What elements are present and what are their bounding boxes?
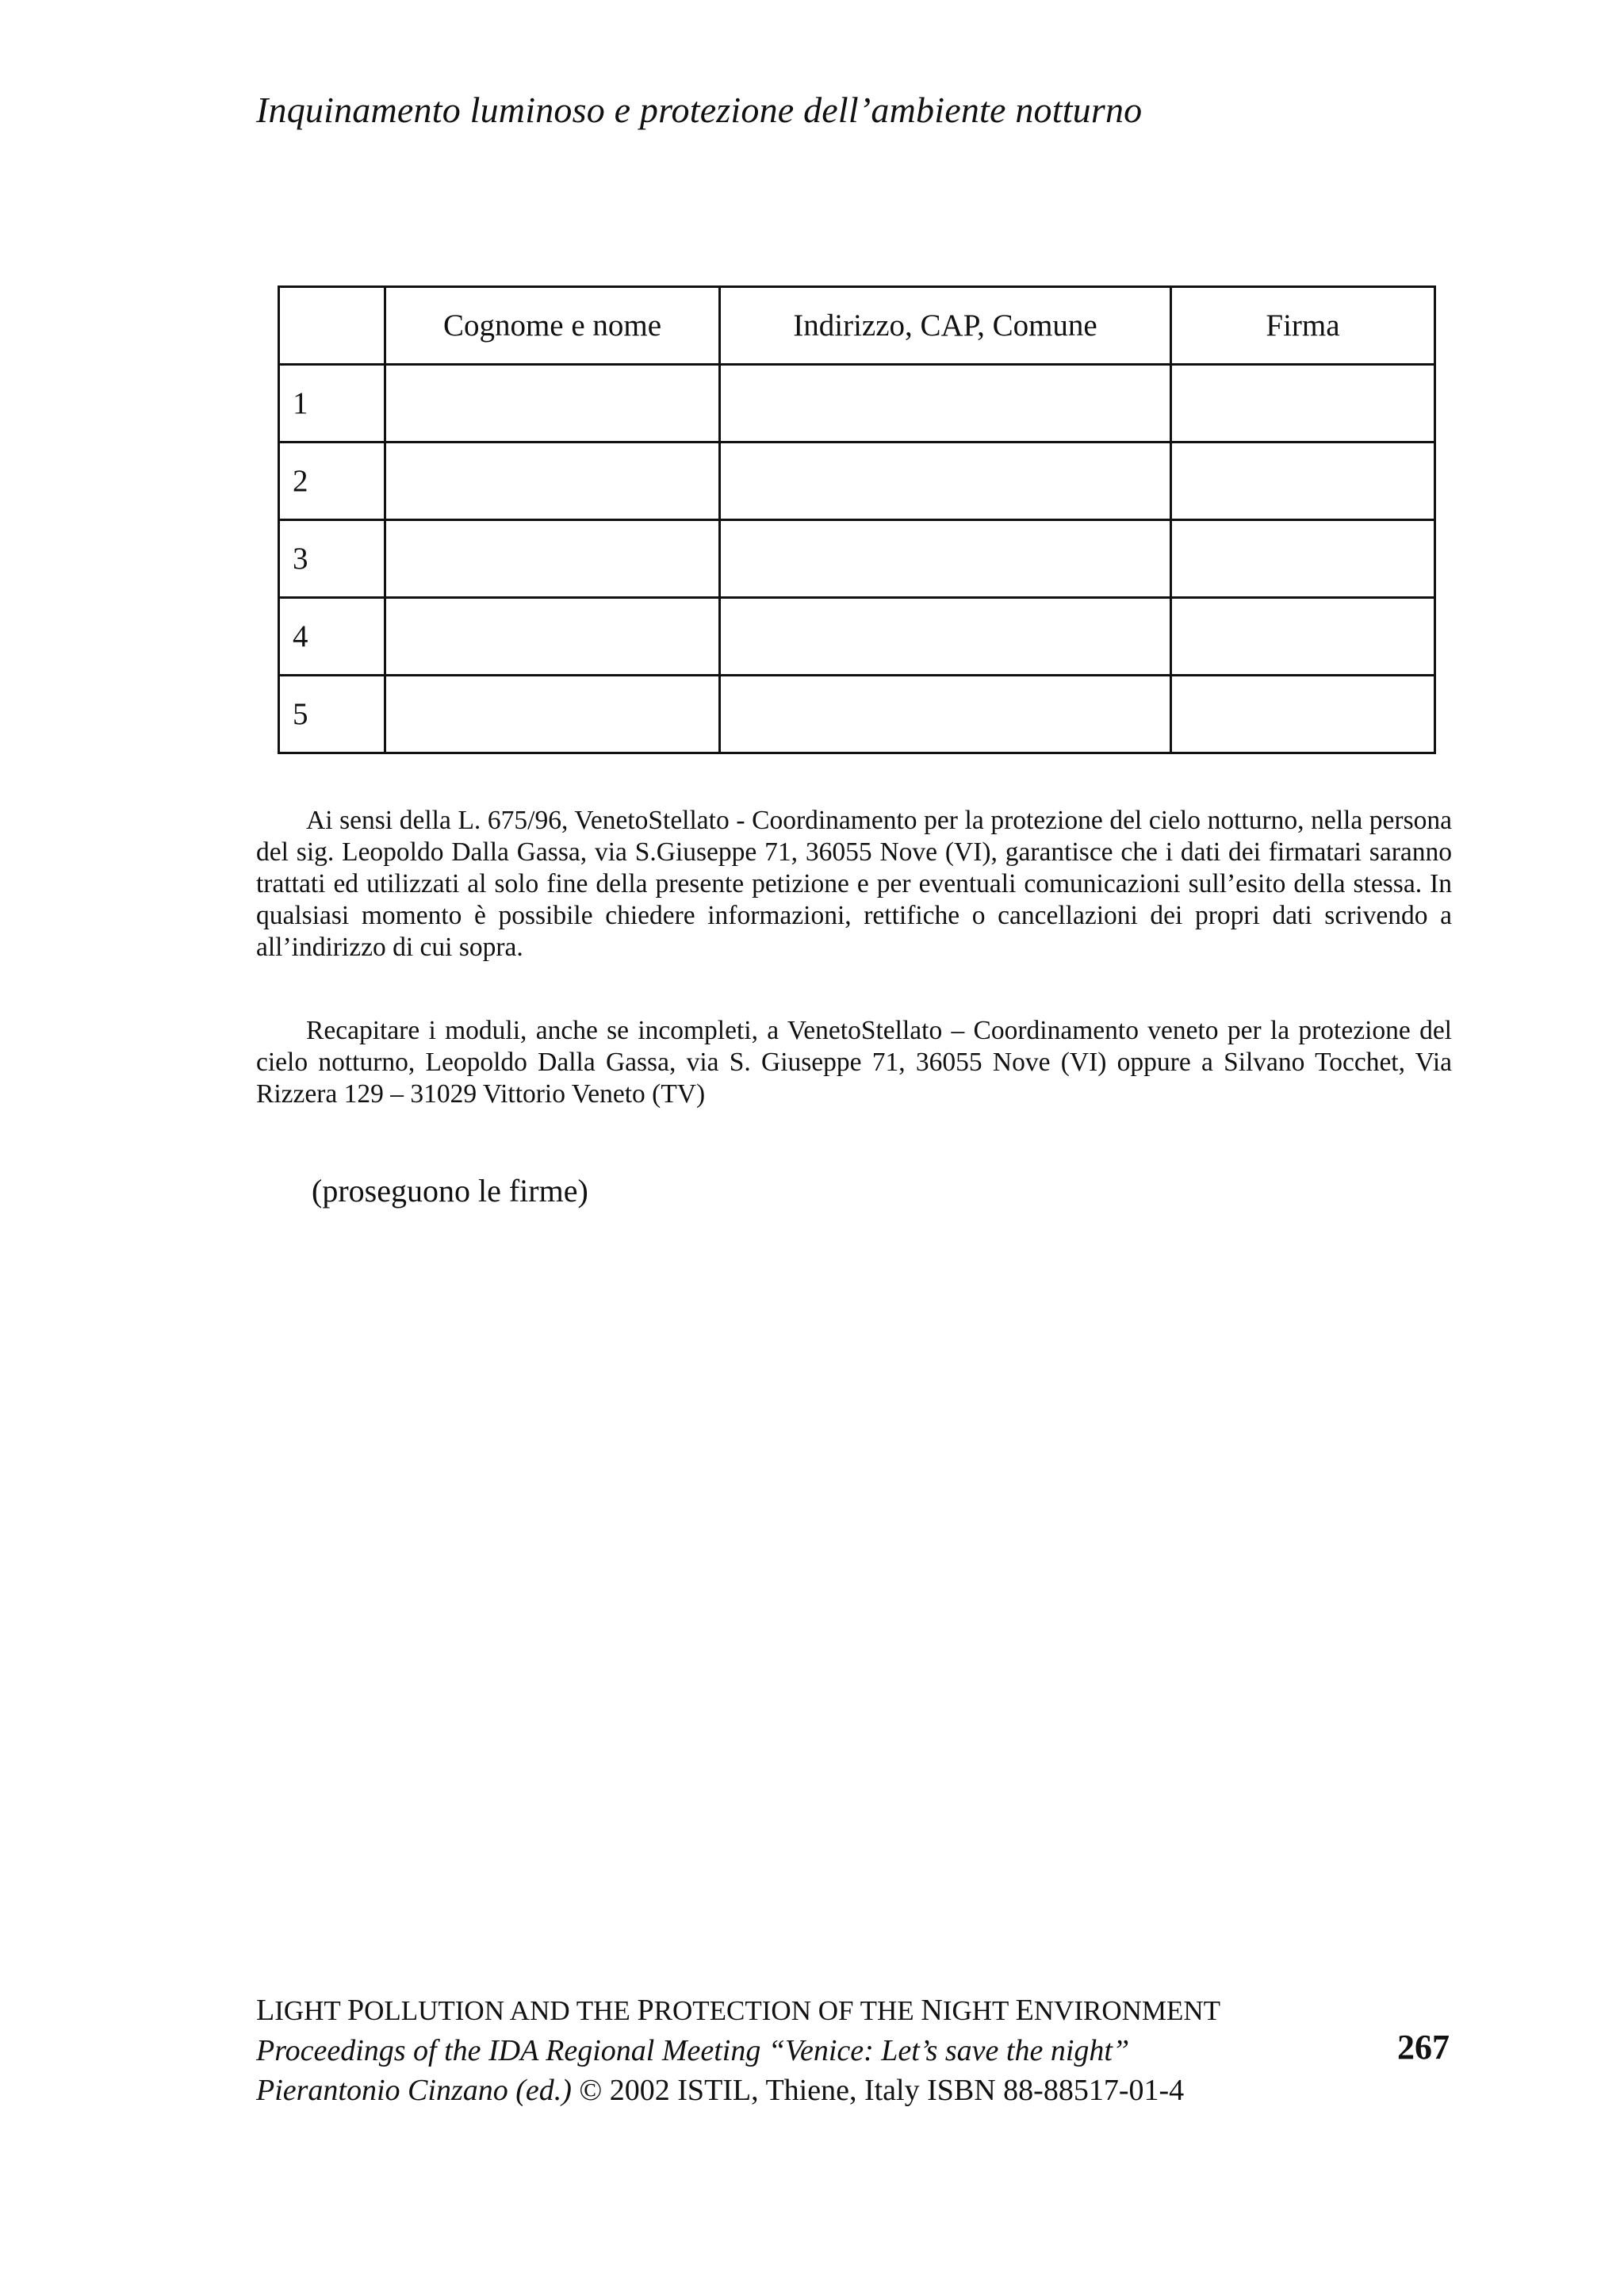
- footer-proceedings: Proceedings of the IDA Regional Meeting “Venice: Let’s save the night”: [256, 2034, 1130, 2067]
- column-header-signature: Firma: [1171, 287, 1435, 365]
- name-cell: [385, 520, 720, 598]
- column-header-name: Cognome e nome: [385, 287, 720, 365]
- privacy-paragraph: [256, 805, 1452, 964]
- continued-signatures-note: (proseguono le firme): [312, 1173, 588, 1209]
- delivery-paragraph: [256, 1015, 1452, 1110]
- table-row: [279, 520, 1435, 598]
- privacy-text: Ai sensi della L. 675/96, VenetoStellato - Coordinamento per la protezione del cielo notturno, nella persona del sig. Leopoldo Dalla Gassa, via S.Giuseppe 71, 36055 Nove (VI), garantisce che i dati dei firmatari saranno trattati ed utilizzati al solo fine della presente petizione e per eventuali comunicazioni sull’esito della stessa. In qualsiasi momento è possibile chiedere informazioni, rettifiche o cancellazioni dei propri dati scrivendo a all’indirizzo di cui sopra.: [256, 806, 1452, 962]
- table-row: [279, 442, 1435, 520]
- address-cell: [720, 520, 1171, 598]
- row-number: 5: [279, 676, 385, 753]
- row-number: 3: [279, 520, 385, 598]
- table-row: [279, 676, 1435, 753]
- name-cell: [385, 676, 720, 753]
- row-number: 4: [279, 598, 385, 676]
- address-cell: [720, 598, 1171, 676]
- name-cell: [385, 442, 720, 520]
- table-header-row: [279, 287, 1435, 365]
- signature-cell: [1171, 365, 1435, 442]
- footer: [256, 1990, 1452, 2110]
- table-row: [279, 365, 1435, 442]
- footer-editor-line: [256, 2071, 1452, 2110]
- name-cell: [385, 598, 720, 676]
- page-number: 267: [1397, 2028, 1450, 2067]
- name-cell: [385, 365, 720, 442]
- footer-editor: Pierantonio Cinzano (ed.): [256, 2074, 572, 2107]
- signature-cell: [1171, 442, 1435, 520]
- row-number: 1: [279, 365, 385, 442]
- address-cell: [720, 676, 1171, 753]
- signature-table: [278, 285, 1436, 754]
- address-cell: [720, 442, 1171, 520]
- footer-series-title: LIGHT POLLUTION AND THE PROTECTION OF THE NIGHT ENVIRONMENT: [256, 1994, 1221, 2027]
- address-cell: [720, 365, 1171, 442]
- row-number: 2: [279, 442, 385, 520]
- signature-cell: [1171, 676, 1435, 753]
- footer-publisher: © 2002 ISTIL, Thiene, Italy ISBN 88-88517-01-4: [579, 2074, 1185, 2107]
- column-header-address: Indirizzo, CAP, Comune: [720, 287, 1171, 365]
- signature-cell: [1171, 520, 1435, 598]
- delivery-text: Recapitare i moduli, anche se incompleti, a VenetoStellato – Coordinamento veneto per la protezione del cielo notturno, Leopoldo Dalla Gassa, via S. Giuseppe 71, 36055 Nove (VI) oppure a Silvano Tocchet, Via Rizzera 129 – 31029 Vittorio Veneto (TV): [256, 1016, 1452, 1109]
- running-header: Inquinamento luminoso e protezione dell’ambiente notturno: [256, 90, 1143, 130]
- signature-cell: [1171, 598, 1435, 676]
- table-row: [279, 598, 1435, 676]
- column-header-number: [279, 287, 385, 365]
